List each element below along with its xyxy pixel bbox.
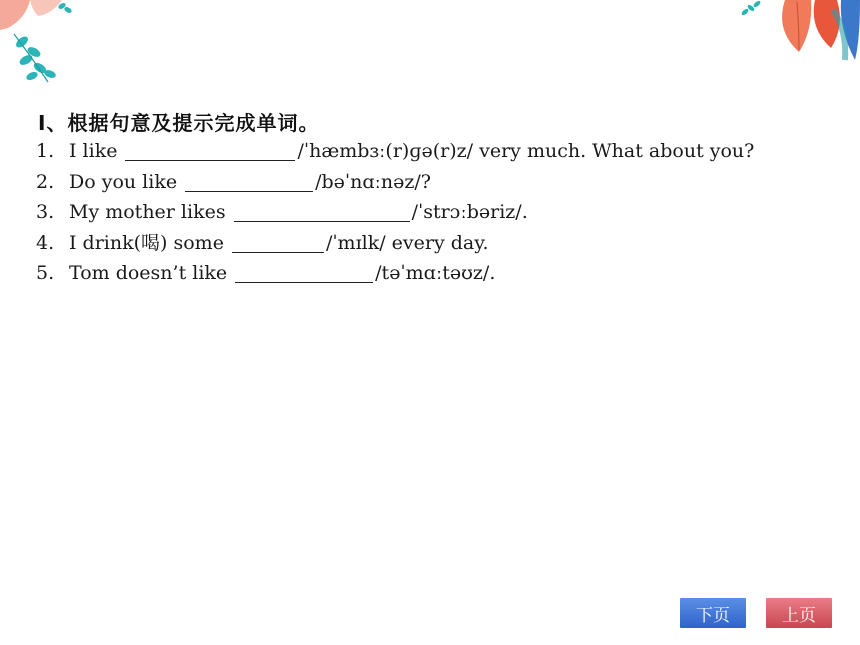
next-page-button[interactable]: 下页 xyxy=(680,598,746,628)
item-number: 2. xyxy=(36,170,55,193)
exercise-item xyxy=(36,167,754,198)
item-hint: /ˈmɪlk/ every day. xyxy=(325,231,489,254)
answer-blank[interactable] xyxy=(125,140,295,161)
exercise-item xyxy=(36,228,754,259)
leaf-decoration-icon xyxy=(0,0,95,95)
exercise-item xyxy=(36,258,754,289)
answer-blank[interactable] xyxy=(235,262,373,283)
item-number: 5. xyxy=(36,262,55,284)
exercise-list xyxy=(36,136,754,289)
item-number: 4. xyxy=(36,231,55,254)
item-number: 1. xyxy=(36,140,55,162)
item-hint: /bəˈnɑːnəz/? xyxy=(315,170,431,193)
exercise-item xyxy=(36,136,754,167)
leaf-decoration-icon xyxy=(735,0,860,70)
item-prompt: Tom doesn’t like xyxy=(69,262,228,284)
section-title: Ⅰ、根据句意及提示完成单词。 xyxy=(38,111,320,135)
exercise-item xyxy=(36,197,754,228)
item-hint: /ˈhæmbɜː(r)ɡə(r)z/ very much. What about you? xyxy=(297,140,755,162)
item-hint: /ˈstrɔːbəriz/. xyxy=(411,201,528,223)
item-prompt: My mother likes xyxy=(69,201,226,223)
answer-blank[interactable] xyxy=(232,232,324,253)
item-prompt: I like xyxy=(69,140,118,162)
item-prompt: Do you like xyxy=(69,170,178,193)
item-number: 3. xyxy=(36,201,55,223)
item-prompt: I drink(喝) some xyxy=(69,231,224,254)
item-hint: /təˈmɑːtəʊz/. xyxy=(375,262,496,284)
answer-blank[interactable] xyxy=(185,171,313,192)
answer-blank[interactable] xyxy=(234,201,410,222)
previous-page-button[interactable]: 上页 xyxy=(766,598,832,628)
